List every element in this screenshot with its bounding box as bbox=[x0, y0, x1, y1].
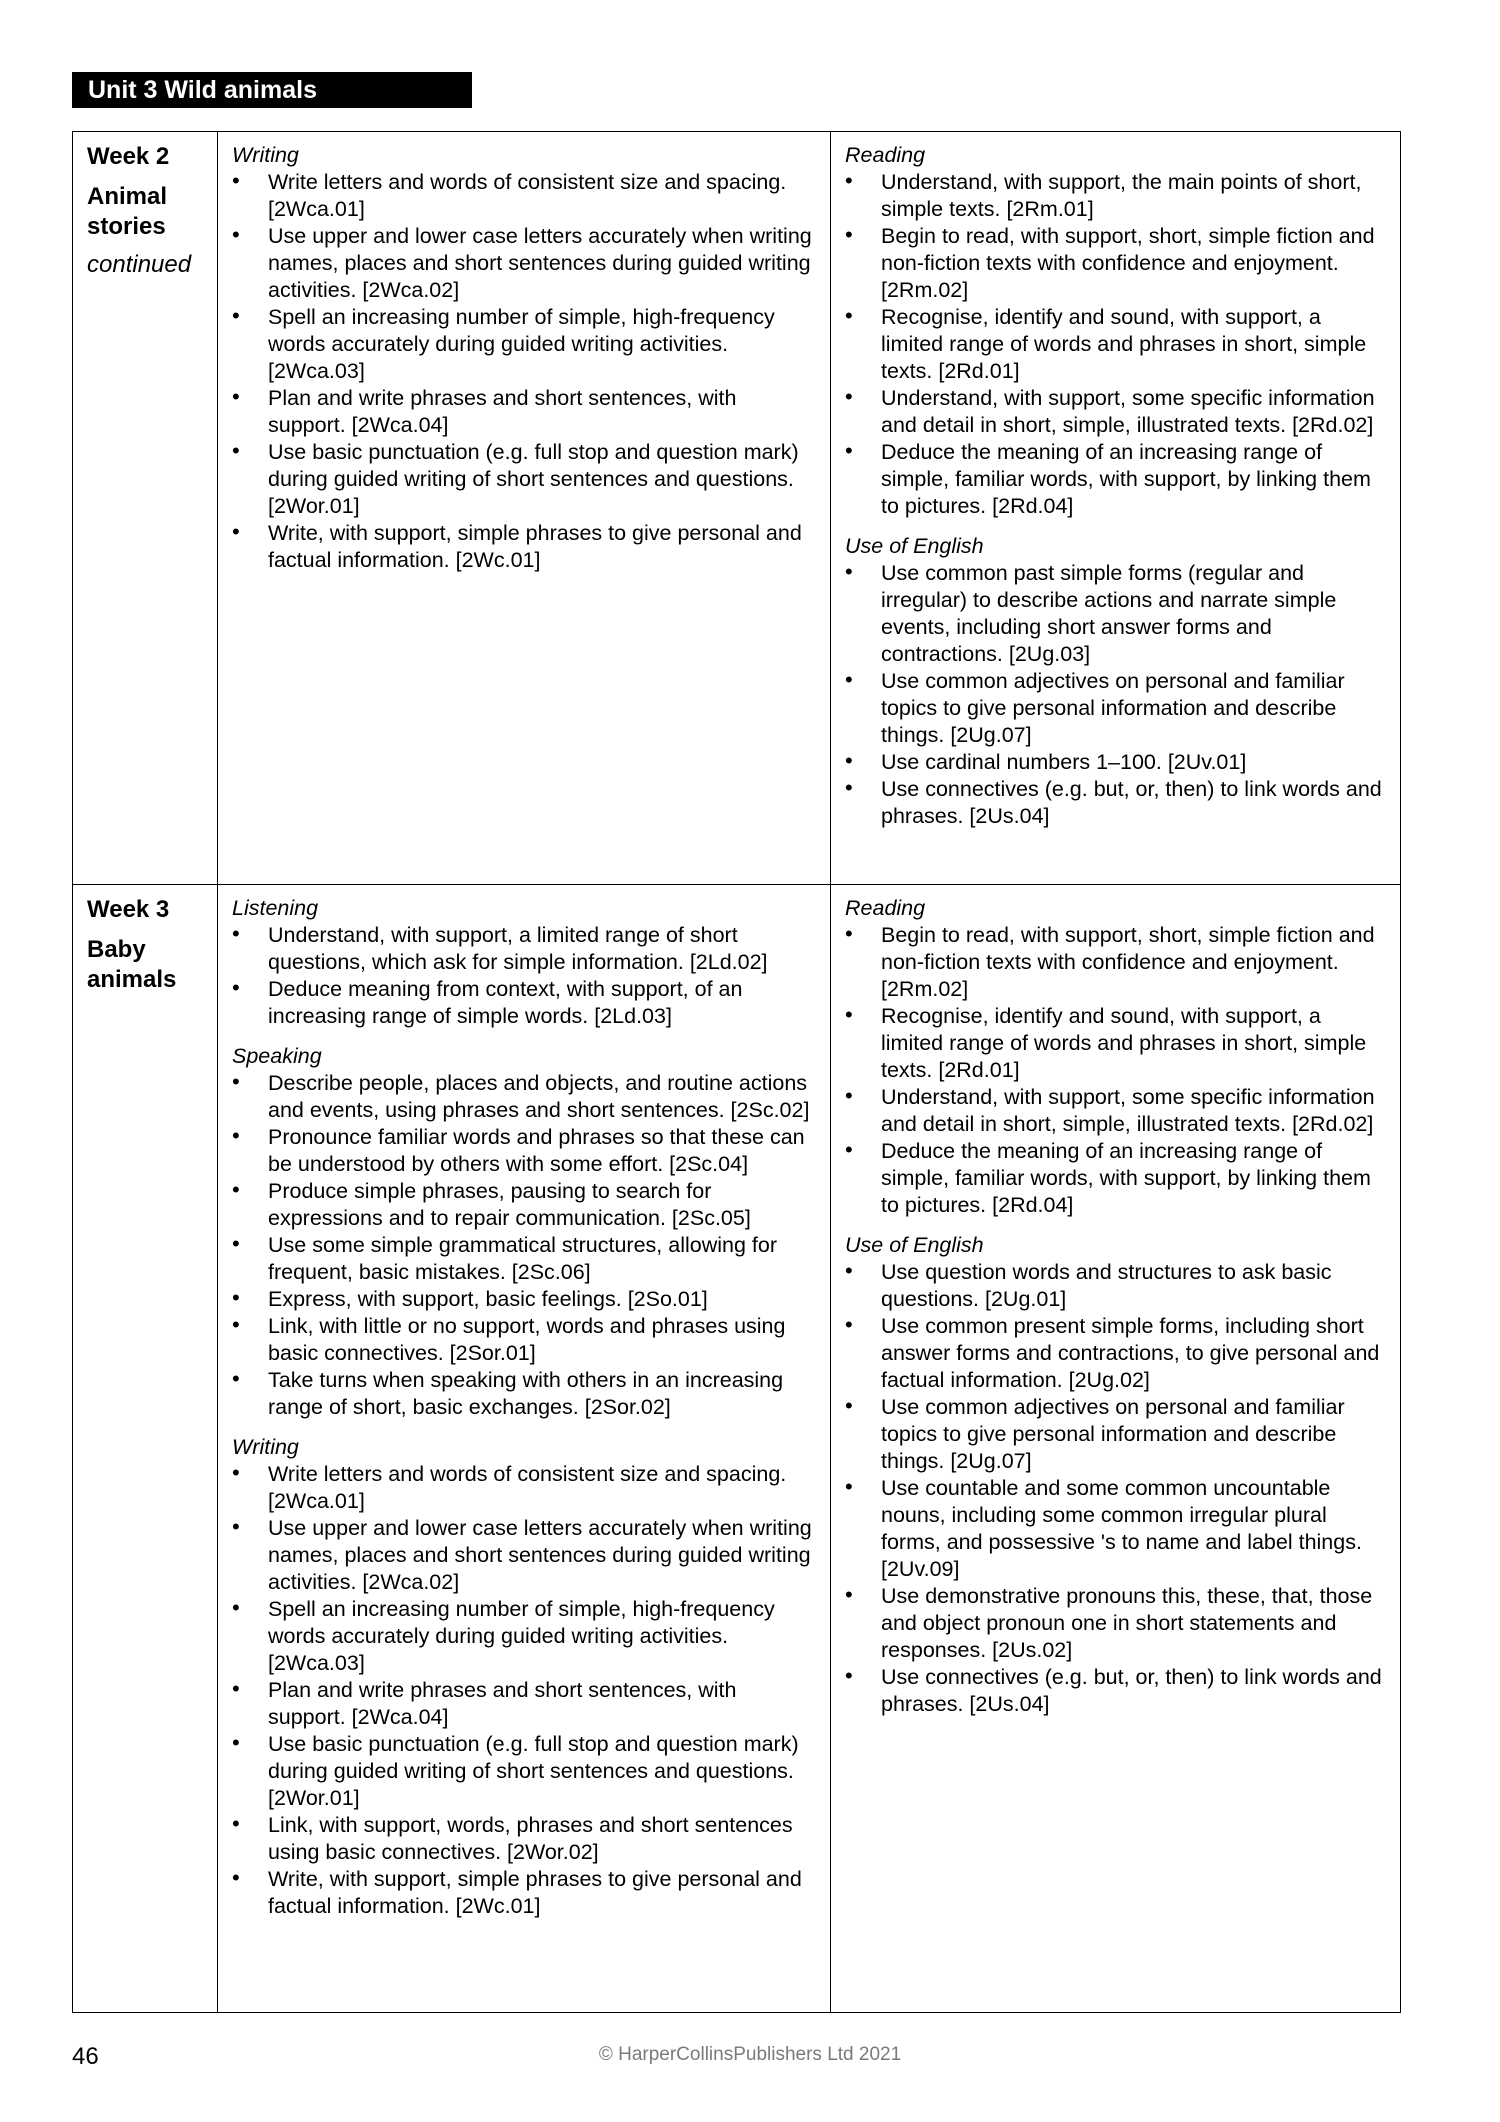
list-item: • Plan and write phrases and short sentences, with support. [2Wca.04] bbox=[232, 1677, 816, 1731]
week-continued: continued bbox=[87, 251, 192, 278]
list-item: • Use connectives (e.g. but, or, then) to link words and phrases. [2Us.04] bbox=[845, 1664, 1386, 1718]
list-item: • Recognise, identify and sound, with support, a limited range of words and phrases in short, simple texts. [2Rd.01] bbox=[845, 304, 1386, 385]
section-heading: Speaking bbox=[232, 1044, 322, 1068]
objectives-cell bbox=[831, 132, 1401, 885]
list-item: • Deduce the meaning of an increasing range of simple, familiar words, with support, by linking them to pictures. [2Rd.04] bbox=[845, 1138, 1386, 1219]
list-item: • Use upper and lower case letters accurately when writing names, places and short sentences during guided writing activities. [2Wca.02] bbox=[232, 1515, 816, 1596]
list-item: • Take turns when speaking with others in an increasing range of short, basic exchanges. [2Sor.02] bbox=[232, 1367, 816, 1421]
section-heading: Writing bbox=[232, 143, 299, 167]
week-cell bbox=[73, 132, 218, 885]
week-cell bbox=[73, 885, 218, 2013]
list-item: • Write, with support, simple phrases to give personal and factual information. [2Wc.01] bbox=[232, 1866, 816, 1920]
section-heading: Writing bbox=[232, 1435, 299, 1459]
list-item: • Use question words and structures to ask basic questions. [2Ug.01] bbox=[845, 1259, 1386, 1313]
list-item: • Understand, with support, some specific information and detail in short, simple, illustrated texts. [2Rd.02] bbox=[845, 385, 1386, 439]
list-item: • Use cardinal numbers 1–100. [2Uv.01] bbox=[845, 749, 1386, 776]
list-item: • Link, with support, words, phrases and short sentences using basic connectives. [2Wor.02] bbox=[232, 1812, 816, 1866]
objective-section bbox=[845, 895, 1386, 1219]
list-item: • Understand, with support, the main points of short, simple texts. [2Rm.01] bbox=[845, 169, 1386, 223]
list-item: • Write letters and words of consistent size and spacing. [2Wca.01] bbox=[232, 1461, 816, 1515]
list-item: • Deduce the meaning of an increasing range of simple, familiar words, with support, by linking them to pictures. [2Rd.04] bbox=[845, 439, 1386, 520]
list-item: • Express, with support, basic feelings. [2So.01] bbox=[232, 1286, 816, 1313]
objective-list bbox=[232, 922, 816, 1030]
unit-title: Unit 3 Wild animals bbox=[72, 72, 472, 108]
list-item: • Begin to read, with support, short, simple fiction and non-fiction texts with confidence and enjoyment. [2Rm.02] bbox=[845, 922, 1386, 1003]
objectives-cell bbox=[218, 885, 831, 2013]
list-item: • Use common adjectives on personal and familiar topics to give personal information and describe things. [2Ug.07] bbox=[845, 1394, 1386, 1475]
list-item: • Use common adjectives on personal and familiar topics to give personal information and describe things. [2Ug.07] bbox=[845, 668, 1386, 749]
objective-list bbox=[845, 1259, 1386, 1718]
list-item: • Deduce meaning from context, with support, of an increasing range of simple words. [2Ld.03] bbox=[232, 976, 816, 1030]
copyright-notice: © HarperCollinsPublishers Ltd 2021 bbox=[598, 2044, 902, 2065]
objective-section bbox=[232, 1434, 816, 1920]
list-item: • Link, with little or no support, words and phrases using basic connectives. [2Sor.01] bbox=[232, 1313, 816, 1367]
list-item: • Pronounce familiar words and phrases so that these can be understood by others with some effort. [2Sc.04] bbox=[232, 1124, 816, 1178]
week-title: Baby animals bbox=[87, 936, 177, 993]
table-row bbox=[73, 132, 1401, 885]
objective-list bbox=[845, 922, 1386, 1219]
list-item: • Recognise, identify and sound, with support, a limited range of words and phrases in short, simple texts. [2Rd.01] bbox=[845, 1003, 1386, 1084]
objective-section bbox=[232, 895, 816, 1030]
objective-section bbox=[845, 142, 1386, 520]
week-label: Week 2 bbox=[87, 143, 170, 170]
list-item: • Use common past simple forms (regular and irregular) to describe actions and narrate simple events, including short answer forms and contractions. [2Ug.03] bbox=[845, 560, 1386, 668]
table-row bbox=[73, 885, 1401, 2013]
objectives-cell bbox=[218, 132, 831, 885]
list-item: • Use connectives (e.g. but, or, then) to link words and phrases. [2Us.04] bbox=[845, 776, 1386, 830]
objective-section bbox=[232, 142, 816, 574]
section-heading: Reading bbox=[845, 143, 926, 167]
list-item: • Write letters and words of consistent size and spacing. [2Wca.01] bbox=[232, 169, 816, 223]
list-item: • Understand, with support, some specific information and detail in short, simple, illustrated texts. [2Rd.02] bbox=[845, 1084, 1386, 1138]
objectives-cell bbox=[831, 885, 1401, 2013]
list-item: • Write, with support, simple phrases to give personal and factual information. [2Wc.01] bbox=[232, 520, 816, 574]
table-body bbox=[73, 132, 1401, 2013]
section-heading: Reading bbox=[845, 896, 926, 920]
section-heading: Use of English bbox=[845, 534, 984, 558]
objective-list bbox=[845, 560, 1386, 830]
list-item: • Spell an increasing number of simple, high-frequency words accurately during guided writing activities. [2Wca.03] bbox=[232, 304, 816, 385]
list-item: • Plan and write phrases and short sentences, with support. [2Wca.04] bbox=[232, 385, 816, 439]
list-item: • Begin to read, with support, short, simple fiction and non-fiction texts with confidence and enjoyment. [2Rm.02] bbox=[845, 223, 1386, 304]
list-item: • Use basic punctuation (e.g. full stop and question mark) during guided writing of short sentences and questions. [2Wor.01] bbox=[232, 1731, 816, 1812]
list-item: • Use upper and lower case letters accurately when writing names, places and short sentences during guided writing activities. [2Wca.02] bbox=[232, 223, 816, 304]
list-item: • Use basic punctuation (e.g. full stop and question mark) during guided writing of short sentences and questions. [2Wor.01] bbox=[232, 439, 816, 520]
objective-list bbox=[232, 1461, 816, 1920]
list-item: • Use some simple grammatical structures, allowing for frequent, basic mistakes. [2Sc.06] bbox=[232, 1232, 816, 1286]
list-item: • Use common present simple forms, including short answer forms and contractions, to give personal and factual information. [2Ug.02] bbox=[845, 1313, 1386, 1394]
scheme-of-work-table bbox=[72, 131, 1401, 2013]
list-item: • Spell an increasing number of simple, high-frequency words accurately during guided writing activities. [2Wca.03] bbox=[232, 1596, 816, 1677]
section-heading: Use of English bbox=[845, 1233, 984, 1257]
list-item: • Use countable and some common uncountable nouns, including some common irregular plural forms, and possessive 's to name and label things. [2Uv.09] bbox=[845, 1475, 1386, 1583]
objective-section bbox=[232, 1043, 816, 1421]
objective-section bbox=[845, 1232, 1386, 1718]
list-item: • Describe people, places and objects, and routine actions and events, using phrases and short sentences. [2Sc.02] bbox=[232, 1070, 816, 1124]
objective-list bbox=[232, 169, 816, 574]
list-item: • Use demonstrative pronouns this, these, that, those and object pronoun one in short statements and responses. [2Us.02] bbox=[845, 1583, 1386, 1664]
week-label: Week 3 bbox=[87, 896, 170, 923]
week-title: Animal stories bbox=[87, 183, 168, 240]
list-item: • Understand, with support, a limited range of short questions, which ask for simple information. [2Ld.02] bbox=[232, 922, 816, 976]
objective-list bbox=[845, 169, 1386, 520]
objective-list bbox=[232, 1070, 816, 1421]
page-number: 46 bbox=[72, 2043, 99, 2070]
section-heading: Listening bbox=[232, 896, 319, 920]
list-item: • Produce simple phrases, pausing to search for expressions and to repair communication. [2Sc.05] bbox=[232, 1178, 816, 1232]
objective-section bbox=[845, 533, 1386, 830]
